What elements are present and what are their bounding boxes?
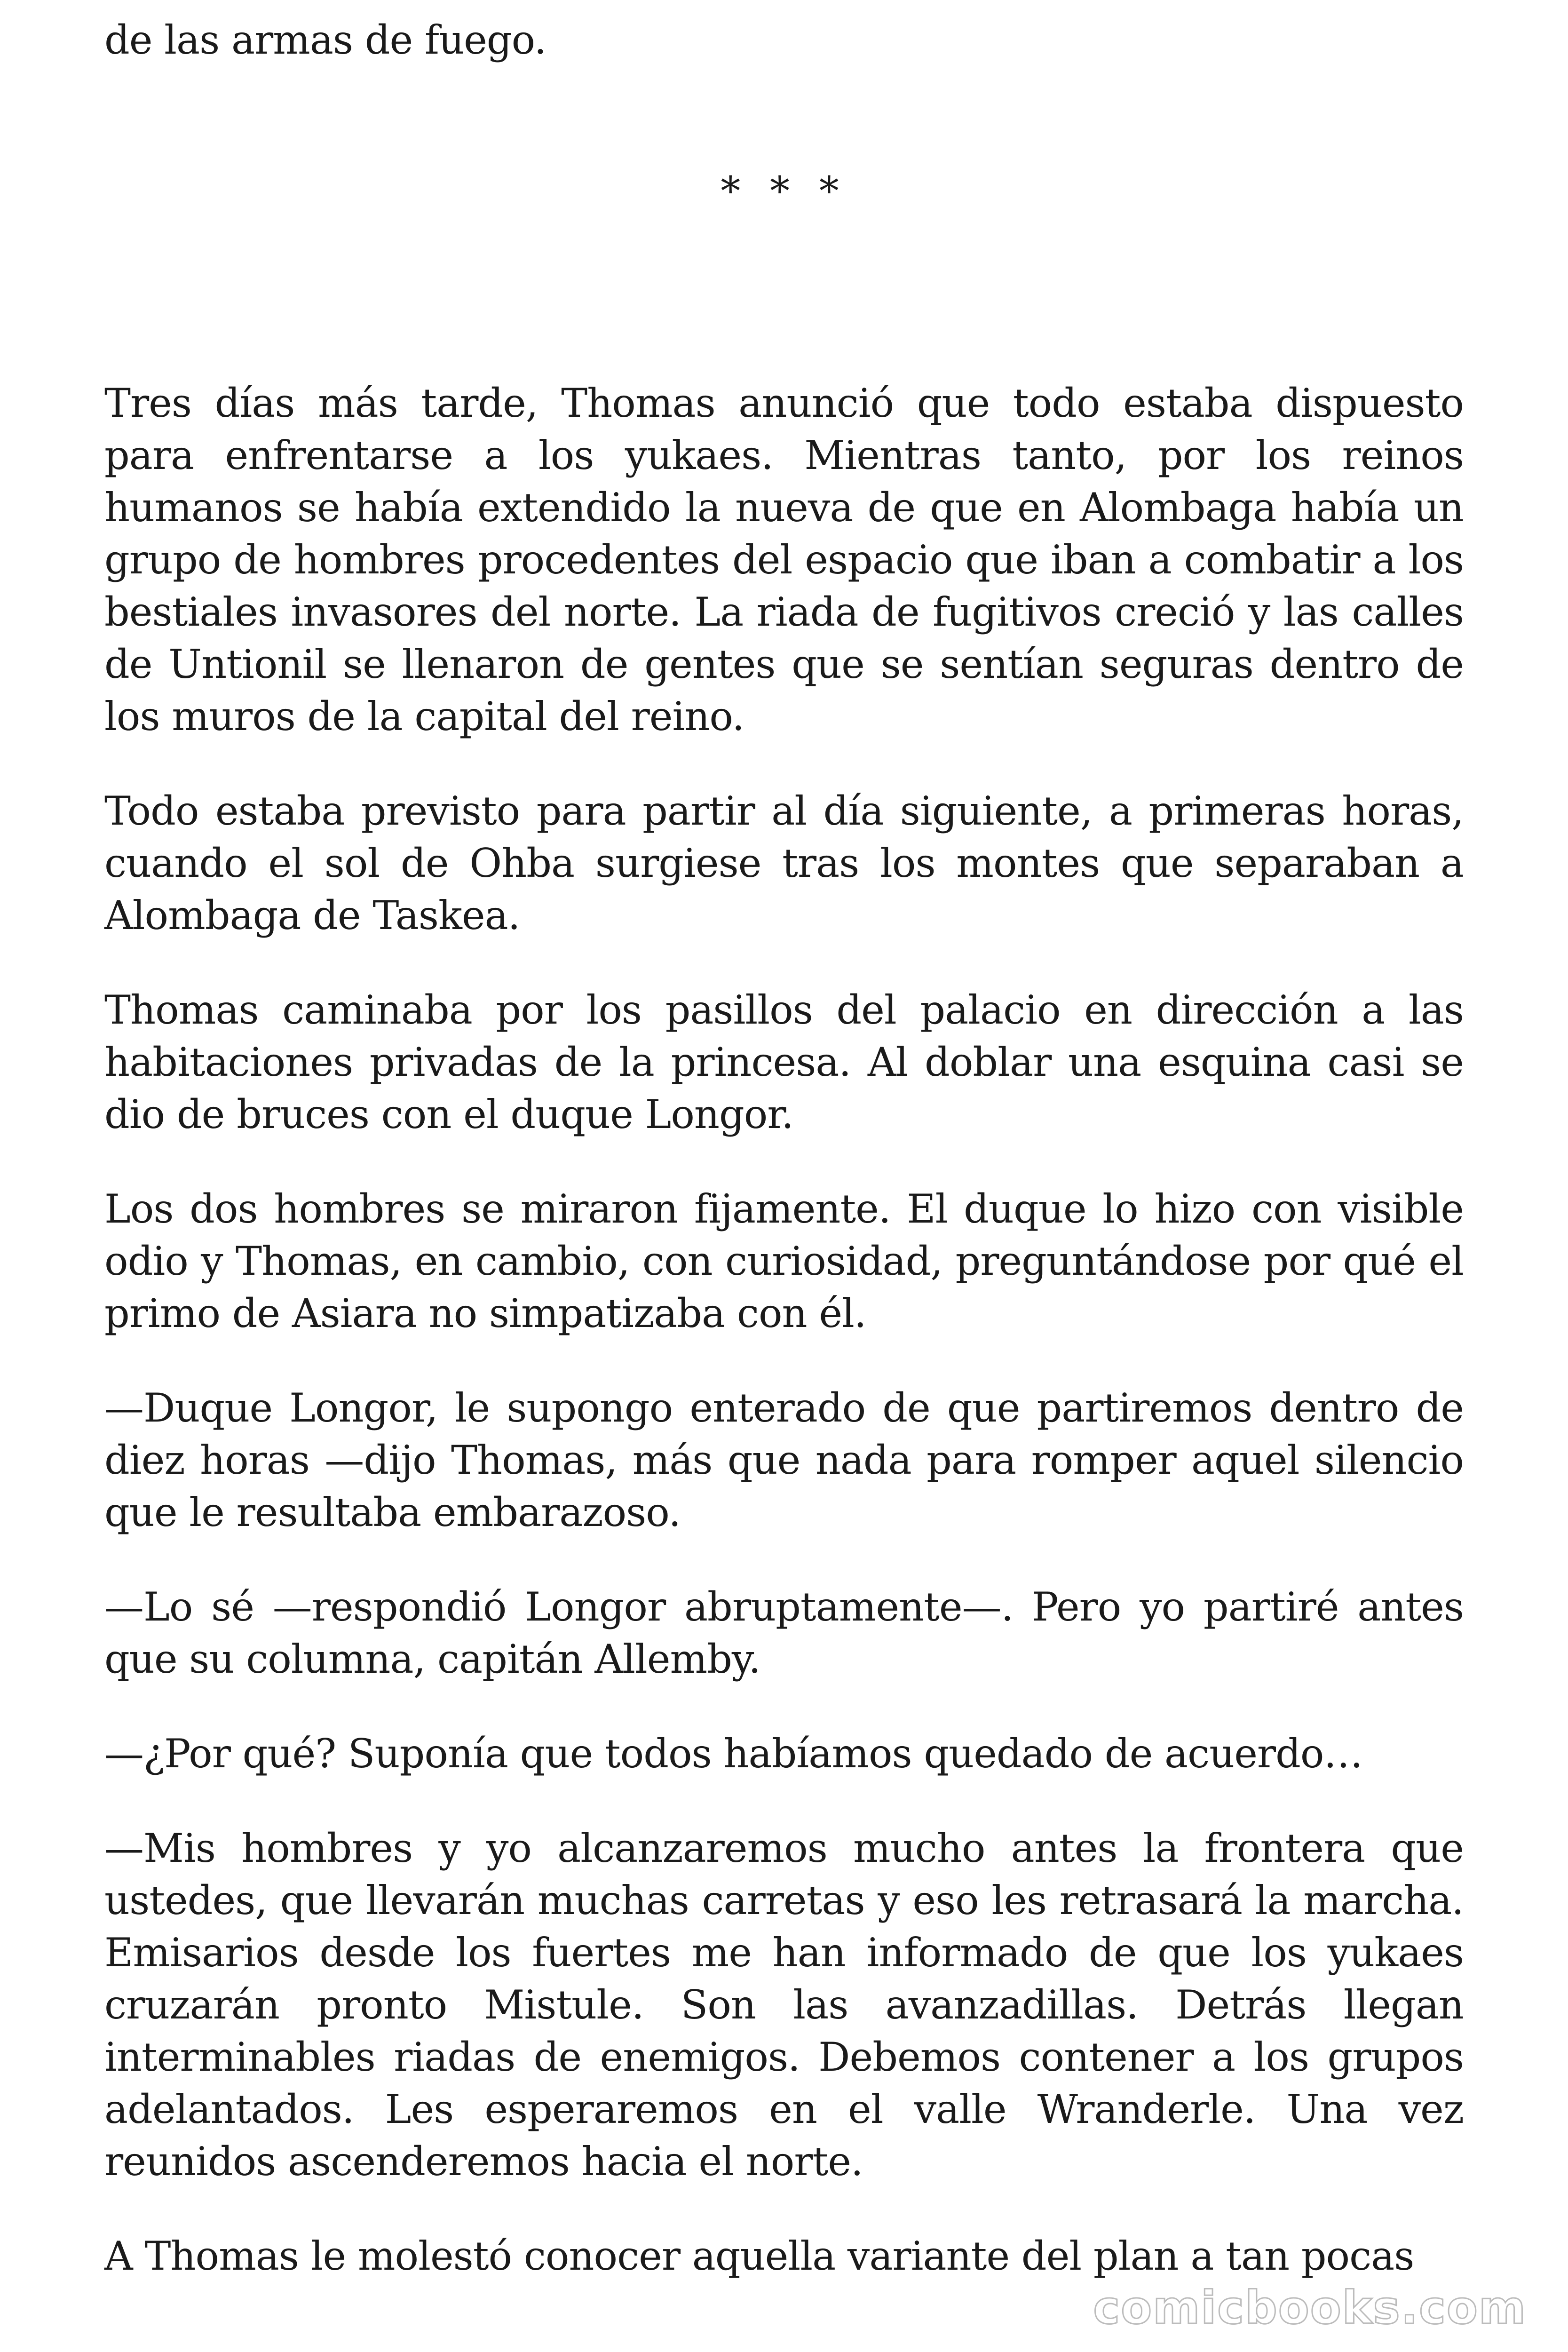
paragraph-8-dialogue: —Mis hombres y yo alcanzaremos mucho antes la frontera que ustedes, que llevarán muchas carretas y eso les retrasará la marcha. Emisarios desde los fuertes me han informado de que los yukaes cruzarán pronto Mistule. Son las avanzadillas. Detrás llegan interminables riadas de enemigos. Debemos contener a los grupos adelantados. Les esperaremos en el valle Wranderle. Una vez reunidos ascenderemos hacia el norte.	[104, 1825, 1464, 2185]
paragraph-2: Todo estaba previsto para partir al día siguiente, a primeras horas, cuando el sol de Ohba surgiese tras los montes que separaban a Alombaga de Taskea.	[104, 788, 1464, 938]
paragraph-6-dialogue: —Lo sé —respondió Longor abruptamente—. Pero yo partiré antes que su columna, capitán Allemby.	[104, 1584, 1464, 1682]
paragraph-7-dialogue: —¿Por qué? Suponía que todos habíamos quedado de acuerdo…	[104, 1731, 1363, 1777]
paragraph-5-dialogue: —Duque Longor, le supongo enterado de que partiremos dentro de diez horas —dijo Thomas, más que nada para romper aquel silencio que le resultaba embarazoso.	[104, 1385, 1464, 1535]
paragraph-1: Tres días más tarde, Thomas anunció que todo estaba dispuesto para enfrentarse a los yukaes. Mientras tanto, por los reinos humanos se había extendido la nueva de que en Alombaga había un grupo de hombres procedentes del espacio que iban a combatir a los bestiales invasores del norte. La riada de fugitivos creció y las calles de Untionil se llenaron de gentes que se sentían seguras dentro de los muros de la capital del reino.	[104, 380, 1464, 739]
scene-break: * * *	[721, 168, 847, 214]
paragraph-continuation: de las armas de fuego.	[104, 17, 546, 63]
watermark-logo: comicbooks.com	[1093, 2281, 1527, 2334]
paragraph-9: A Thomas le molestó conocer aquella variante del plan a tan pocas	[104, 2233, 1414, 2279]
paragraph-4: Los dos hombres se miraron fijamente. El duque lo hizo con visible odio y Thomas, en cambio, con curiosidad, preguntándose por qué el primo de Asiara no simpatizaba con él.	[104, 1186, 1464, 1336]
document-page	[104, 14, 1464, 2325]
paragraph-3: Thomas caminaba por los pasillos del palacio en dirección a las habitaciones privadas de la princesa. Al doblar una esquina casi se dio de bruces con el duque Longor.	[104, 987, 1464, 1137]
